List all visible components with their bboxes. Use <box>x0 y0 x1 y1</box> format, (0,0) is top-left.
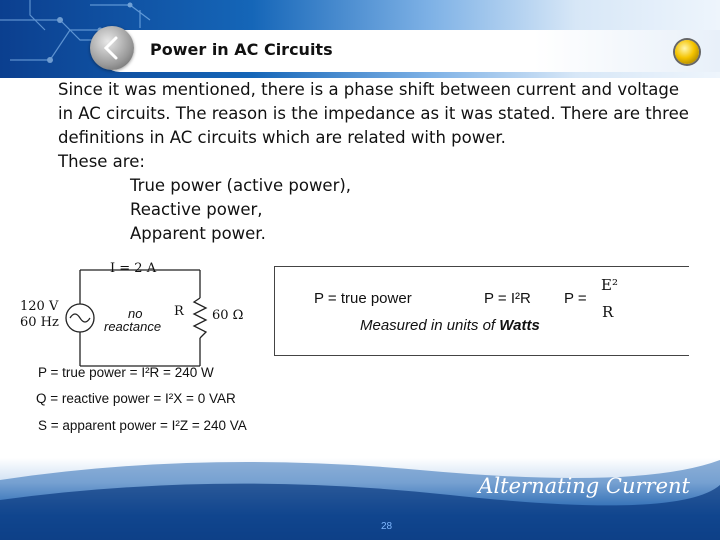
list-item-apparent-power: Apparent power. <box>130 224 266 243</box>
intro-paragraph: Since it was mentioned, there is a phase shift between current and voltage in AC circuits. The reason is the impedance as it was stated. There are three definitions in AC circuits which are related with power. <box>58 80 689 147</box>
formula-i2r: P = I²R <box>484 290 531 307</box>
voltage-label: 120 V <box>20 299 59 314</box>
page-number: 28 <box>381 521 393 532</box>
units-line <box>360 317 540 334</box>
chevron-left-icon <box>90 26 134 70</box>
back-button[interactable] <box>90 26 134 70</box>
apparent-power-equation: S = apparent power = I²Z = 240 VA <box>38 418 247 433</box>
formula-numerator: E² <box>601 276 618 294</box>
list-intro: These are: <box>58 152 145 171</box>
list-item-true-power: True power (active power), <box>130 176 352 195</box>
units-text: Measured in units of <box>360 317 496 334</box>
reactance-label-line1: no <box>128 306 143 321</box>
resistance-label: 60 Ω <box>212 308 244 323</box>
true-power-definition: P = true power <box>314 290 412 307</box>
current-label: I = 2 A <box>110 261 157 276</box>
frequency-label: 60 Hz <box>20 315 59 330</box>
footer-course-title: Alternating Current <box>478 474 690 498</box>
circuit-diagram <box>18 258 278 438</box>
reactance-label-line2: reactance <box>104 319 162 334</box>
reactive-power-equation: Q = reactive power = I²X = 0 VAR <box>36 391 236 406</box>
true-power-equation: P = true power = I²R = 240 W <box>38 365 214 380</box>
formula-e2r-prefix: P = <box>564 290 587 307</box>
body-text <box>58 78 698 246</box>
formula-box <box>274 266 689 356</box>
list-item-reactive-power: Reactive power, <box>130 200 263 219</box>
slide-title: Power in AC Circuits <box>150 40 333 59</box>
formula-denominator: R <box>602 303 614 321</box>
units-name: Watts <box>499 317 540 334</box>
resistor-symbol-label: R <box>174 304 184 319</box>
gold-bullet-icon <box>675 40 699 64</box>
